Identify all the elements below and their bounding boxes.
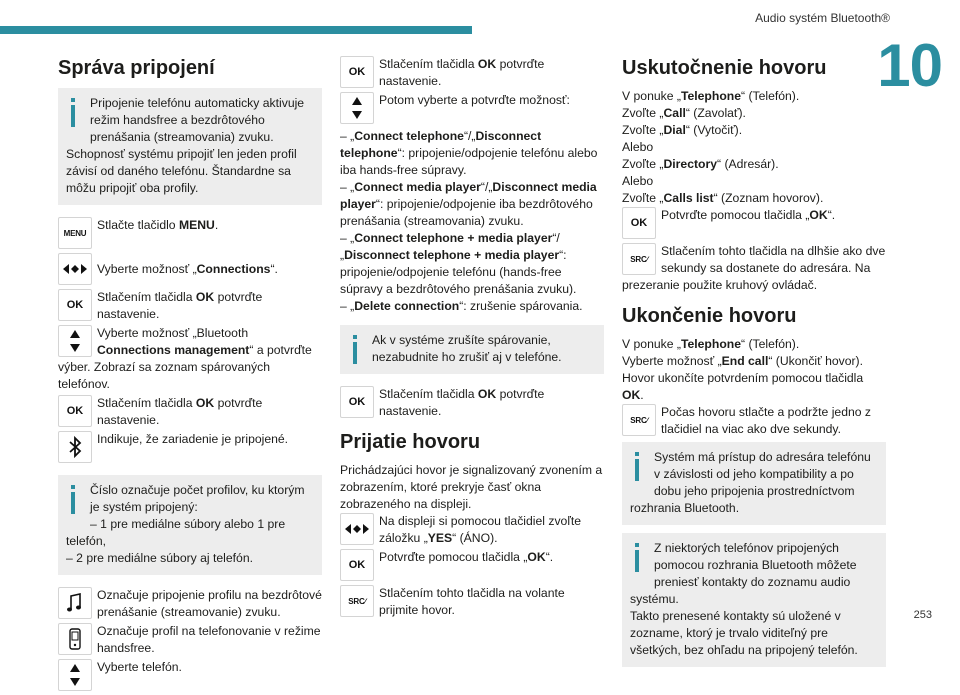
heading-end-call: Ukončenie hovoru [622, 305, 797, 327]
src-phone-button-icon: SRC ∕ [622, 404, 656, 436]
info-icon [66, 482, 82, 518]
step: OK Stlačením tlačidla OK potvrďte nastavenie. [58, 395, 322, 429]
heading-make-call: Uskutočnenie hovoru [622, 57, 827, 79]
step: SRC ∕ Stlačením tohto tlačidla na dlhšie ako dve sekundy sa dostanete do adresára. Na prezeranie použite kruhový ovládač. [622, 244, 886, 292]
step: Označuje pripojenie profilu na bezdrôtové prenášanie (streamovanie) zvuku. [58, 587, 322, 621]
option: – „Delete connection“: zrušenie spárovania. [340, 299, 583, 313]
line: V ponuke „Telephone“ (Telefón). [622, 89, 800, 103]
step: SRC ∕ Stlačením tohto tlačidla na volante prijmite hovor. [340, 585, 604, 619]
left-right-arrows-icon [340, 513, 374, 545]
column-2 [340, 56, 604, 621]
info-icon [630, 540, 646, 576]
info-icon [630, 449, 646, 485]
option: – „Connect media player“/„Disconnect media player“: pripojenie/odpojenie iba bezdrôtového prenášania (streamovania) zvuku. [340, 180, 597, 228]
ok-button-icon: OK [58, 289, 92, 321]
header-bar [0, 26, 472, 34]
phone-icon [58, 623, 92, 655]
line: Zvoľte „Directory“ (Adresár). [622, 157, 779, 171]
step: MENU Stlačte tlačidlo MENU. [58, 217, 322, 251]
column-1 [58, 56, 322, 695]
src-phone-button-icon: SRC ∕ [622, 243, 656, 275]
music-note-icon [58, 587, 92, 619]
option: – „Connect telephone + media player“/„Disconnect telephone + media player“: pripojenie/odpojenie telefónu (hands-free súpravy a bezdrôtového prenášania zvuku). [340, 231, 577, 296]
ok-button-icon: OK [340, 386, 374, 418]
step: Označuje profil na telefonovanie v režime handsfree. [58, 623, 322, 657]
info-box: Číslo označuje počet profilov, ku ktorým je systém pripojený: – 1 pre mediálne súbory alebo 1 pre telefón, – 2 pre mediálne súbory aj telefón. [58, 475, 322, 575]
line: Hovor ukončíte potvrdením pomocou tlačidla OK. [622, 371, 864, 402]
ok-button-icon: OK [340, 549, 374, 581]
info-icon [66, 95, 82, 131]
info-box: Z niektorých telefónov pripojených pomocou rozhrania Bluetooth môžete preniesť kontakty do zoznamu audio systému. Takto prenesené kontakty sú uložené v zozname, ktorý je trvalo viditeľný pre všetkých, bez ohľadu na pripojený telefón. [622, 533, 886, 667]
step: Na displeji si pomocou tlačidiel zvoľte záložku „YES“ (ÁNO). [340, 513, 604, 547]
step: OK Potvrďte pomocou tlačidla „OK“. [622, 207, 886, 241]
option: – „Connect telephone“/„Disconnect telephone“: pripojenie/odpojenie telefónu alebo iba hands-free súpravy. [340, 129, 598, 177]
heading-connection-management: Správa pripojení [58, 57, 215, 79]
step: SRC ∕ Počas hovoru stlačte a podržte jedno z tlačidiel na viac ako dve sekundy. [622, 404, 886, 438]
ok-button-icon: OK [58, 395, 92, 427]
line: Alebo [622, 174, 654, 188]
line: Zvoľte „Calls list“ (Zoznam hovorov). [622, 191, 824, 205]
info-box: Ak v systéme zrušíte spárovanie, nezabudnite ho zrušiť aj v telefóne. [340, 325, 604, 374]
step: Indikuje, že zariadenie je pripojené. [58, 431, 322, 465]
up-down-arrows-icon [58, 659, 92, 691]
info-box: Systém má prístup do adresára telefónu v závislosti od jeho kompatibility a po dobu jeho pripojenia prostredníctvom rozhrania Bluetooth. [622, 442, 886, 525]
line: V ponuke „Telephone“ (Telefón). [622, 337, 800, 351]
info-icon [348, 332, 364, 362]
step: Potom vyberte a potvrďte možnosť: [340, 92, 604, 126]
info-box [58, 88, 322, 205]
up-down-arrows-icon [58, 325, 92, 357]
ok-button-icon: OK [340, 56, 374, 88]
step: Vyberte možnosť „Bluetooth Connections management“ a potvrďte výber. Zobrazí sa zoznam spárovaných telefónov. [58, 326, 312, 391]
up-down-arrows-icon [340, 92, 374, 124]
paragraph: Prichádzajúci hovor je signalizovaný zvonením a zobrazením, ktoré prekryje časť okna zobrazeného na displeji. [340, 463, 603, 511]
step: OK Potvrďte pomocou tlačidla „OK“. [340, 549, 604, 583]
page-number: 253 [913, 609, 932, 621]
left-right-arrows-icon [58, 253, 92, 285]
src-phone-button-icon: SRC ∕ [340, 585, 374, 617]
line: Zvoľte „Call“ (Zavolať). [622, 106, 746, 120]
step: Vyberte možnosť „Connections“. [58, 253, 322, 287]
menu-button-icon: MENU [58, 217, 92, 249]
heading-receive-call: Prijatie hovoru [340, 431, 481, 453]
line: Alebo [622, 140, 654, 154]
step: OK Stlačením tlačidla OK potvrďte nastavenie. [58, 289, 322, 323]
info-text: Pripojenie telefónu automaticky aktivuje režim handsfree a bezdrôtového prenášania (streamovania) zvuku. Schopnosť systému pripojiť len jeden profil závisí od daného telefónu. Štandardne sa môžu pripojiť oba profily. [66, 96, 305, 195]
chapter-number: 10 [877, 32, 942, 99]
bluetooth-icon [58, 431, 92, 463]
line: Vyberte možnosť „End call“ (Ukončiť hovor). [622, 354, 864, 368]
step: OK Stlačením tlačidla OK potvrďte nastavenie. [340, 56, 604, 90]
column-3 [622, 56, 886, 675]
step: Vyberte telefón. [58, 659, 322, 693]
step: OK Stlačením tlačidla OK potvrďte nastavenie. [340, 386, 604, 420]
ok-button-icon: OK [622, 207, 656, 239]
line: Zvoľte „Dial“ (Vytočiť). [622, 123, 743, 137]
section-title: Audio systém Bluetooth® [755, 11, 890, 25]
